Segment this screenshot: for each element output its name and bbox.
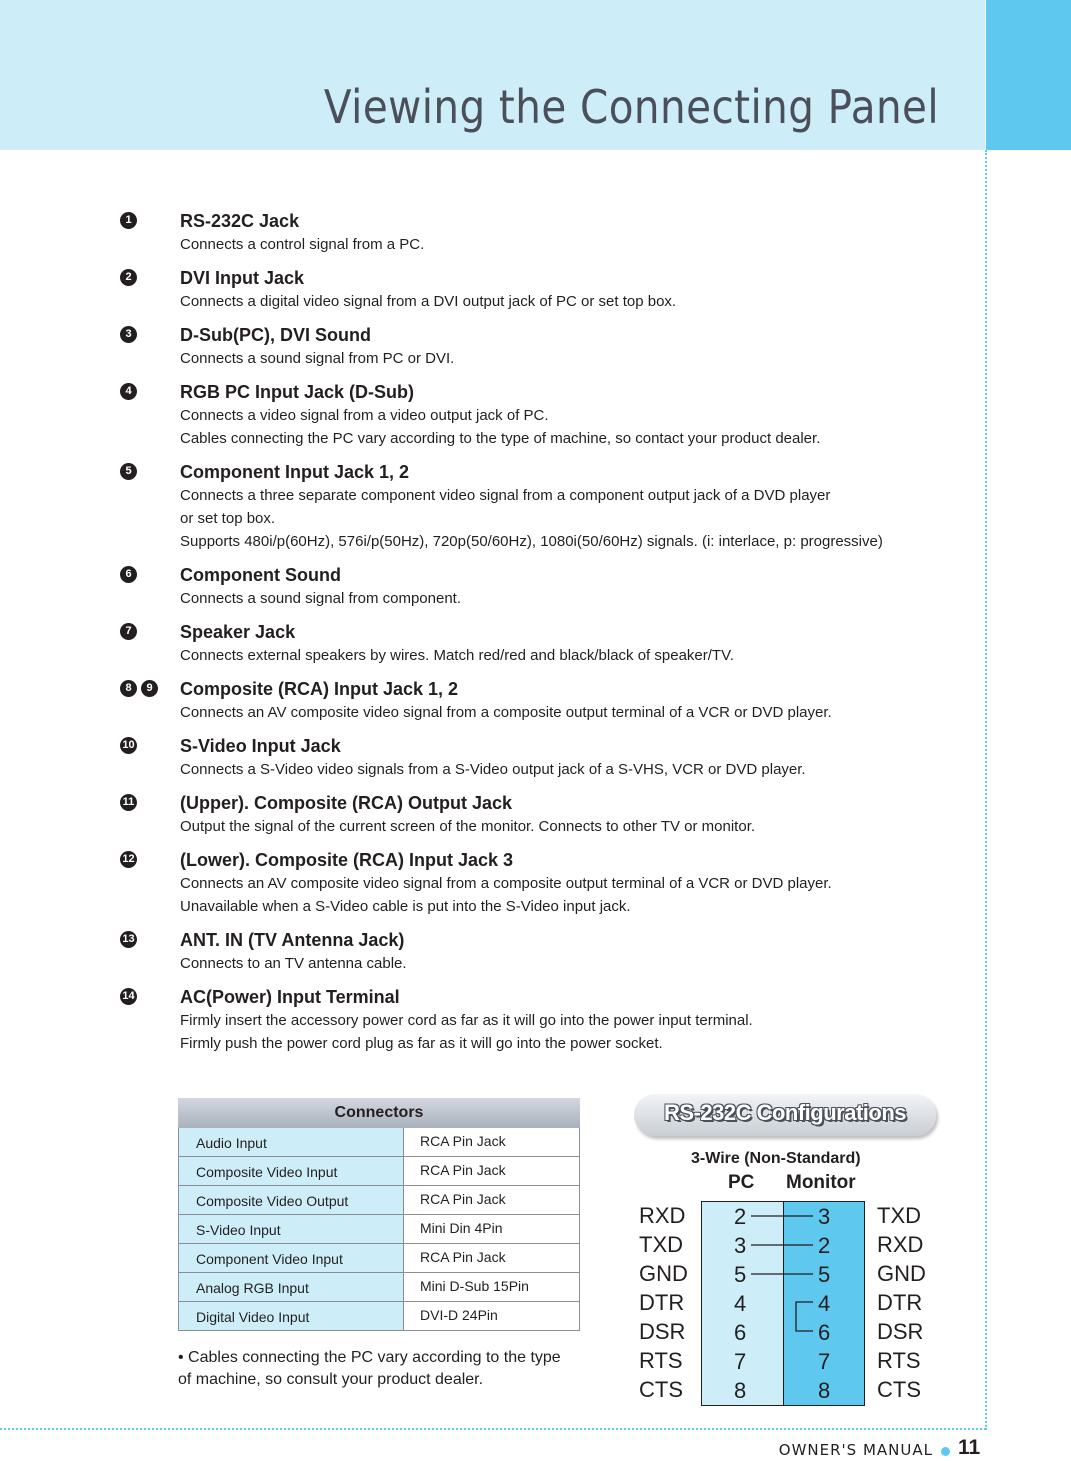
- panel-item: [120, 210, 980, 256]
- item-description-line: Connects to an TV antenna cable.: [180, 955, 407, 972]
- connector-name-cell: Analog RGB Input: [178, 1273, 403, 1301]
- monitor-pin-number: 4: [818, 1291, 831, 1316]
- item-description-line: Connects a three separate component video signal from a component output jack of a DVD player: [180, 487, 831, 504]
- pc-signal-name: DSR: [639, 1319, 686, 1344]
- pc-pin-number: 2: [734, 1204, 747, 1229]
- connector-type-cell: RCA Pin Jack: [403, 1186, 580, 1214]
- item-number-badge: 6: [120, 566, 137, 583]
- wire-dtr-dsr-loop: [796, 1302, 813, 1331]
- item-number-markers: [120, 269, 137, 286]
- table-row: [178, 1128, 580, 1157]
- item-number-markers: [120, 212, 137, 229]
- item-description-line: Firmly push the power cord plug as far as it will go into the power socket.: [180, 1035, 663, 1052]
- pc-signal-name: TXD: [639, 1232, 683, 1257]
- panel-item: [120, 849, 980, 918]
- monitor-column-label: Monitor: [786, 1172, 856, 1193]
- item-description-line: or set top box.: [180, 510, 276, 527]
- item-number-badge: 1: [120, 212, 137, 229]
- item-description-line: Connects an AV composite video signal from a composite output terminal of a VCR or DVD player.: [180, 875, 832, 892]
- item-title: S-Video Input Jack: [180, 736, 341, 756]
- pc-pin-number: 5: [734, 1262, 747, 1287]
- panel-item: [120, 621, 980, 667]
- footer-label: OWNER'S MANUAL: [778, 1441, 933, 1459]
- item-title: (Upper). Composite (RCA) Output Jack: [180, 793, 513, 813]
- item-number-badge: 2: [120, 269, 137, 286]
- panel-item: [120, 929, 980, 975]
- rs232-title-pill: [634, 1094, 936, 1136]
- connector-type-cell: RCA Pin Jack: [403, 1244, 580, 1272]
- item-number-badge: 10: [120, 737, 137, 754]
- item-description-line: Unavailable when a S-Video cable is put into the S-Video input jack.: [180, 898, 631, 915]
- item-description-line: Connects a sound signal from PC or DVI.: [180, 350, 455, 367]
- table-row: [178, 1157, 580, 1186]
- panel-item: [120, 324, 980, 370]
- connector-type-cell: RCA Pin Jack: [403, 1128, 580, 1156]
- item-number-markers: [120, 326, 137, 343]
- monitor-signal-names: [877, 1201, 926, 1404]
- item-number-markers: [120, 794, 137, 811]
- monitor-signal-name: TXD: [877, 1203, 921, 1228]
- item-description-line: Connects a sound signal from component.: [180, 590, 461, 607]
- pc-pin-number: 8: [734, 1378, 747, 1403]
- item-title: ANT. IN (TV Antenna Jack): [180, 930, 405, 950]
- item-number-markers: [120, 931, 137, 948]
- table-row: [178, 1186, 580, 1215]
- pc-column-label: PC: [728, 1172, 755, 1193]
- item-number-markers: [120, 737, 137, 754]
- panel-item: [120, 461, 980, 553]
- item-title: Component Input Jack 1, 2: [180, 462, 410, 482]
- connector-name-cell: Composite Video Output: [178, 1186, 403, 1214]
- connector-name-cell: Component Video Input: [178, 1244, 403, 1272]
- item-description-line: Cables connecting the PC vary according to the type of machine, so contact your product dealer.: [180, 430, 821, 447]
- item-number-badge: 7: [120, 623, 137, 640]
- table-row: [178, 1244, 580, 1273]
- page-title: Viewing the Connecting Panel: [323, 80, 939, 134]
- connector-type-cell: DVI-D 24Pin: [403, 1302, 580, 1330]
- item-number-badge: 9: [141, 680, 158, 697]
- pc-signal-name: GND: [639, 1261, 688, 1286]
- item-description-line: Firmly insert the accessory power cord as far as it will go into the power input terminal.: [180, 1012, 753, 1029]
- item-description-line: Connects a S-Video video signals from a S-Video output jack of a S-VHS, VCR or DVD player.: [180, 761, 806, 778]
- header-accent: [986, 0, 1071, 150]
- panel-item: [120, 735, 980, 781]
- panel-item: [120, 564, 980, 610]
- item-number-markers: [120, 680, 158, 697]
- item-title: AC(Power) Input Terminal: [180, 987, 400, 1007]
- item-number-badge: 11: [120, 794, 137, 811]
- item-number-badge: 13: [120, 931, 137, 948]
- pc-signal-name: DTR: [639, 1290, 685, 1315]
- pc-signal-name: CTS: [639, 1377, 683, 1402]
- pc-pin-number: 3: [734, 1233, 747, 1258]
- item-number-markers: [120, 566, 137, 583]
- wire-type-label: 3-Wire (Non-Standard): [691, 1150, 861, 1167]
- connector-name-cell: S-Video Input: [178, 1215, 403, 1243]
- connector-name-cell: Composite Video Input: [178, 1157, 403, 1185]
- panel-item: [120, 792, 980, 838]
- item-description-line: Connects a digital video signal from a DVI output jack of PC or set top box.: [180, 293, 677, 310]
- item-number-badge: 14: [120, 988, 137, 1005]
- item-title: Composite (RCA) Input Jack 1, 2: [180, 679, 459, 699]
- pc-signal-name: RXD: [639, 1203, 686, 1228]
- connector-name-cell: Audio Input: [178, 1128, 403, 1156]
- table-row: [178, 1273, 580, 1302]
- connectors-note: • Cables connecting the PC vary according to the type of machine, so consult your product dealer.: [178, 1349, 561, 1388]
- item-description-line: Connects a video signal from a video output jack of PC.: [180, 407, 549, 424]
- item-number-badge: 8: [120, 680, 137, 697]
- panel-item: [120, 381, 980, 450]
- item-title: DVI Input Jack: [180, 268, 305, 288]
- page-number: 11: [958, 1436, 981, 1459]
- item-description-line: Connects a control signal from a PC.: [180, 236, 425, 253]
- item-title: Component Sound: [180, 565, 341, 585]
- pc-signal-names: [639, 1201, 688, 1404]
- item-number-badge: 4: [120, 383, 137, 400]
- monitor-pin-number: 2: [818, 1233, 831, 1258]
- rs232-title: RS-232C Configurations: [663, 1100, 907, 1125]
- item-number-markers: [120, 383, 137, 400]
- monitor-pin-number: 3: [818, 1204, 831, 1229]
- item-number-badge: 3: [120, 326, 137, 343]
- panel-item: [120, 986, 980, 1055]
- monitor-pin-number: 8: [818, 1378, 831, 1403]
- panel-item: [120, 678, 980, 724]
- monitor-signal-name: GND: [877, 1261, 926, 1286]
- monitor-signal-name: CTS: [877, 1377, 921, 1402]
- item-title: RS-232C Jack: [180, 211, 300, 231]
- connector-type-cell: Mini D-Sub 15Pin: [403, 1273, 580, 1301]
- pc-pin-number: 4: [734, 1291, 747, 1316]
- item-number-markers: [120, 988, 137, 1005]
- monitor-signal-name: RTS: [877, 1348, 921, 1373]
- connector-type-cell: Mini Din 4Pin: [403, 1215, 580, 1243]
- item-description-line: Connects an AV composite video signal from a composite output terminal of a VCR or DVD player.: [180, 704, 832, 721]
- table-row: [178, 1302, 580, 1331]
- item-number-markers: [120, 851, 137, 868]
- connector-name-cell: Digital Video Input: [178, 1302, 403, 1330]
- item-number-badge: 12: [120, 851, 137, 868]
- item-number-badge: 5: [120, 463, 137, 480]
- pc-signal-name: RTS: [639, 1348, 683, 1373]
- right-border-line: [985, 150, 987, 1430]
- monitor-signal-name: DSR: [877, 1319, 924, 1344]
- item-title: Speaker Jack: [180, 622, 296, 642]
- item-number-markers: [120, 623, 137, 640]
- connectors-table-header: Connectors: [178, 1098, 580, 1128]
- item-title: (Lower). Composite (RCA) Input Jack 3: [180, 850, 514, 870]
- item-title: D-Sub(PC), DVI Sound: [180, 325, 371, 345]
- table-row: [178, 1215, 580, 1244]
- bottom-border-line: [0, 1428, 986, 1430]
- item-number-markers: [120, 463, 137, 480]
- monitor-pin-number: 7: [818, 1349, 831, 1374]
- item-description-line: Connects external speakers by wires. Match red/red and black/black of speaker/TV.: [180, 647, 734, 664]
- monitor-pin-number: 6: [818, 1320, 831, 1345]
- monitor-signal-name: RXD: [877, 1232, 924, 1257]
- monitor-pin-number: 5: [818, 1262, 831, 1287]
- wiring-lines: [701, 1201, 865, 1406]
- item-description-line: Supports 480i/p(60Hz), 576i/p(50Hz), 720p(50/60Hz), 1080i(50/60Hz) signals. (i: interlace, p: progressive): [180, 533, 883, 550]
- monitor-signal-name: DTR: [877, 1290, 923, 1315]
- item-title: RGB PC Input Jack (D-Sub): [180, 382, 415, 402]
- pc-pin-number: 7: [734, 1349, 747, 1374]
- panel-item: [120, 267, 980, 313]
- pc-pin-number: 6: [734, 1320, 747, 1345]
- item-list: [120, 210, 980, 1066]
- connectors-table: [178, 1098, 580, 1331]
- footer-bullet: [941, 1447, 950, 1456]
- item-description-line: Output the signal of the current screen of the monitor. Connects to other TV or monitor.: [180, 818, 756, 835]
- connector-type-cell: RCA Pin Jack: [403, 1157, 580, 1185]
